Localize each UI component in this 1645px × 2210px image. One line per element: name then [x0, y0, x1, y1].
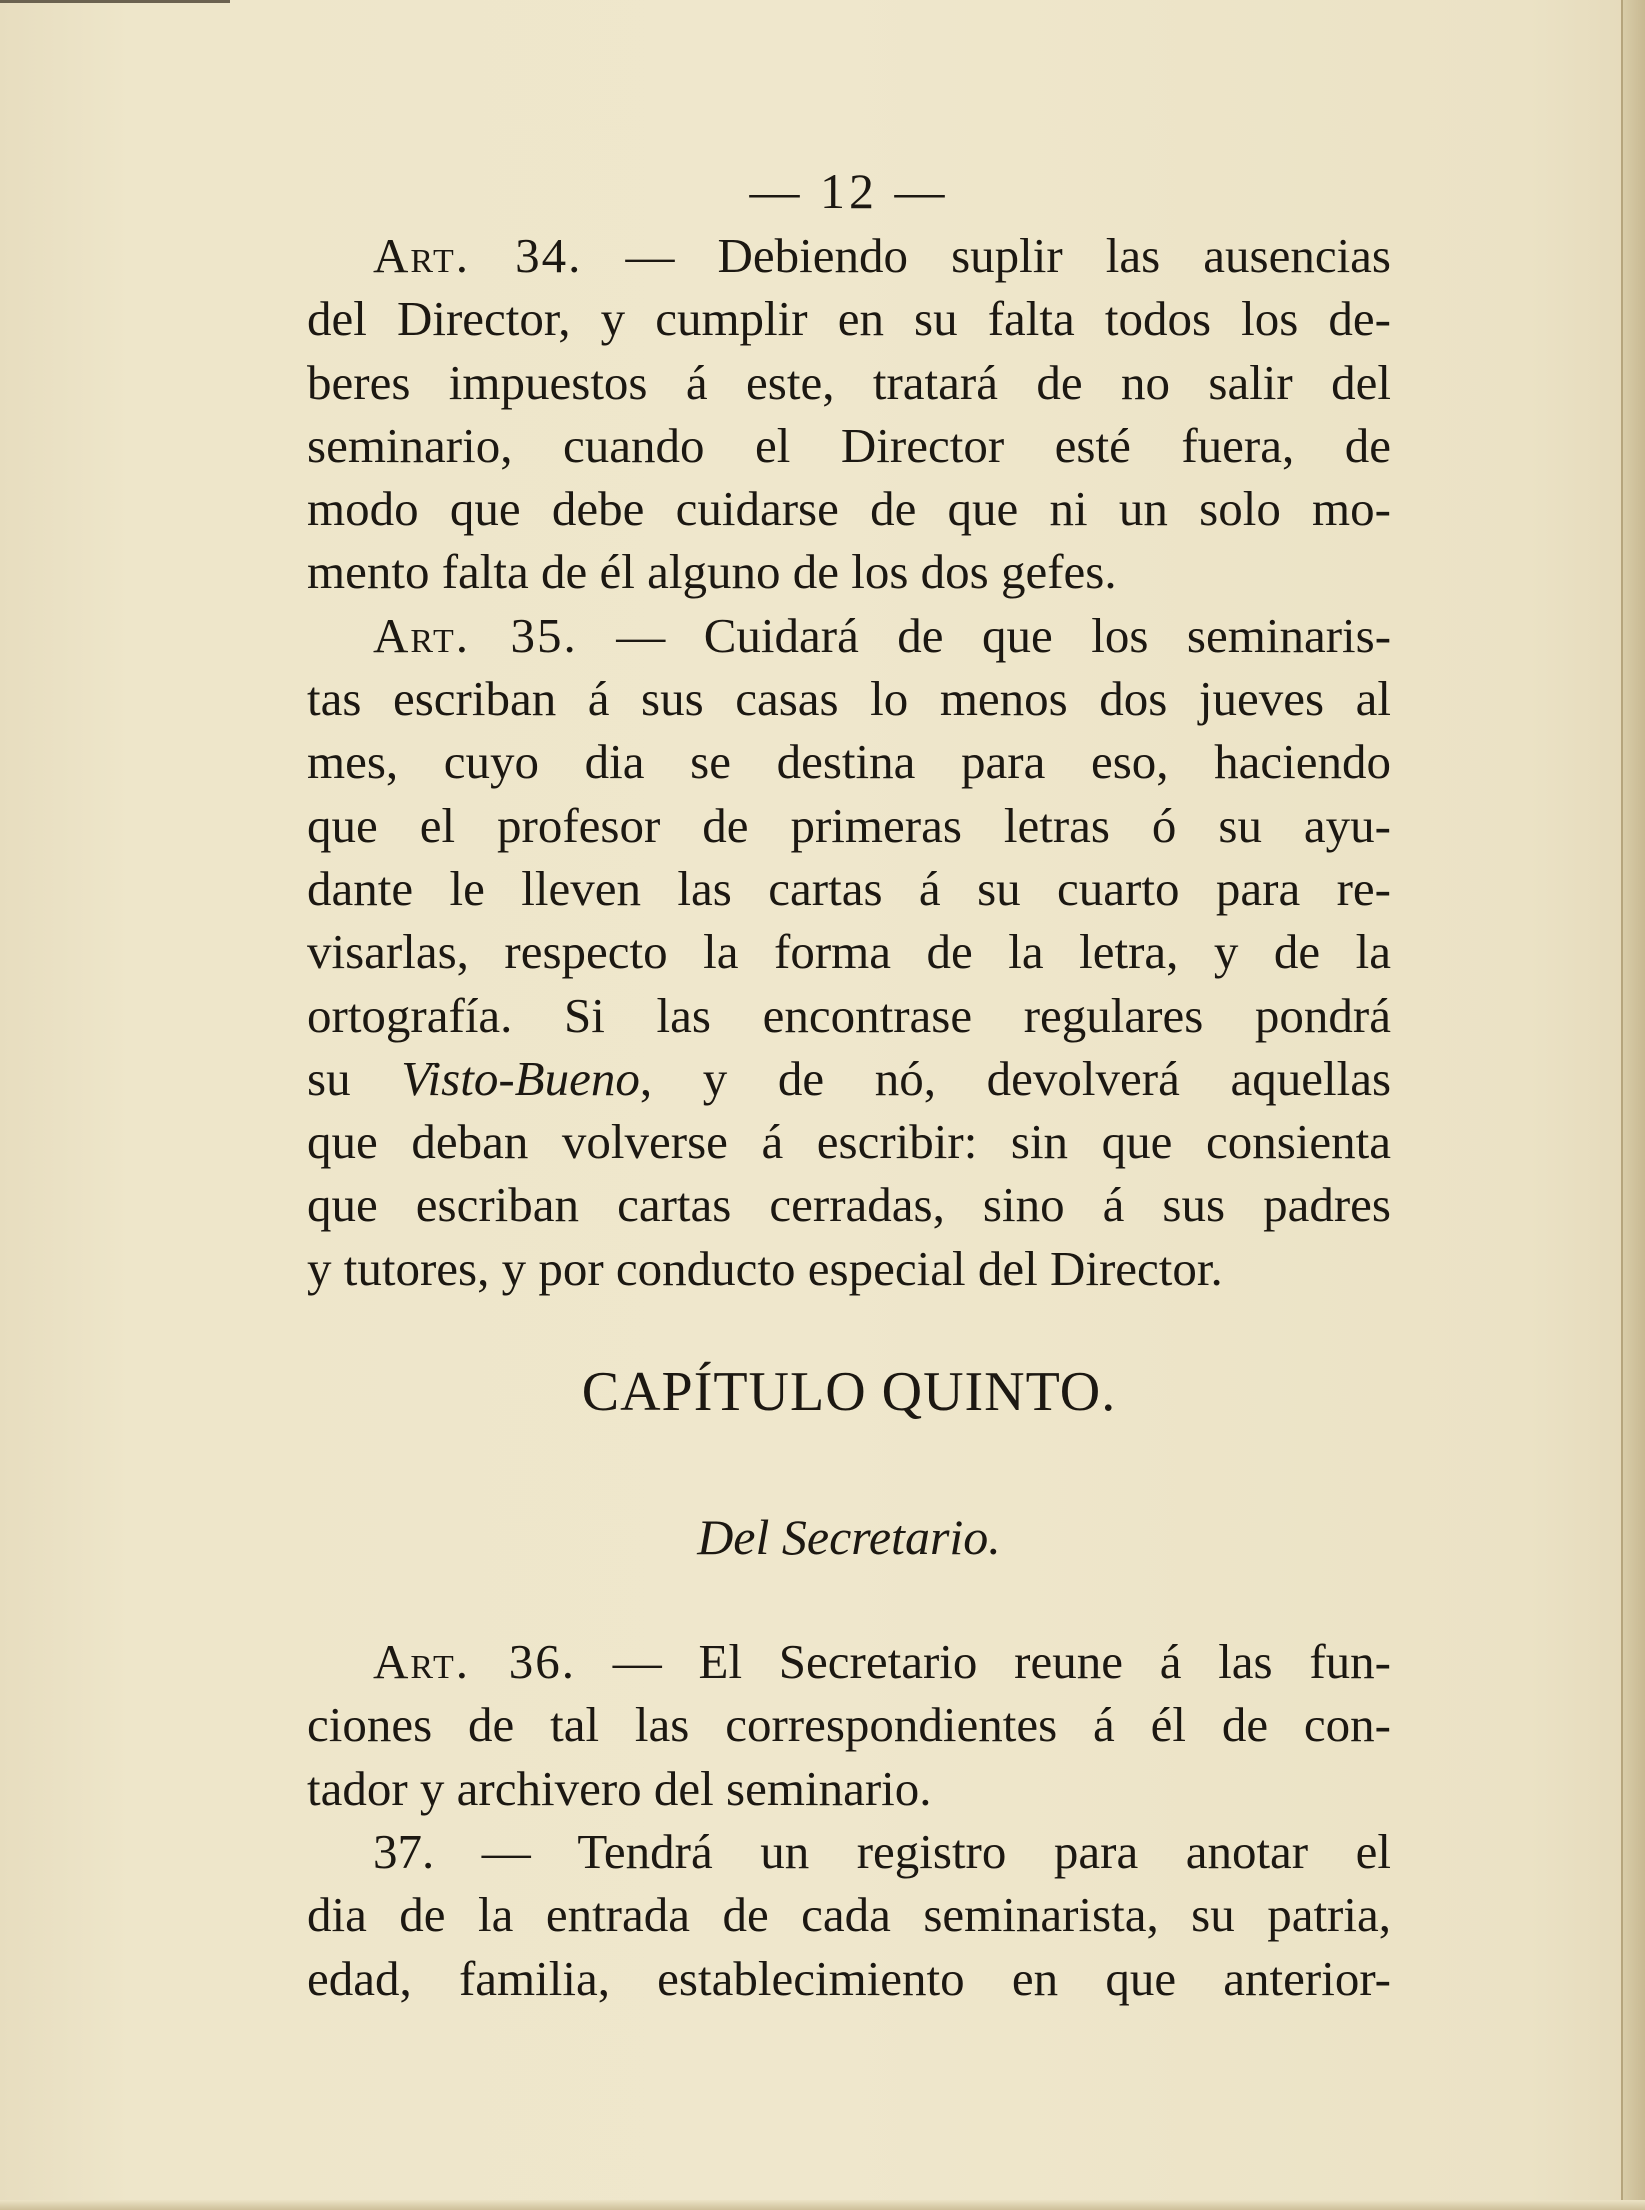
article-36-line-2: ciones de tal las correspondientes á él de con- [307, 1697, 1391, 1753]
article-34-line-4: seminario, cuando el Director esté fuera, de [307, 417, 1391, 473]
article-34-line-3: beres impuestos á este, tratará de no salir del [307, 354, 1391, 410]
article-37 [307, 1820, 1391, 2010]
article-35-line-9: que deban volverse á escribir: sin que consienta [307, 1114, 1391, 1170]
article-37-line-3: edad, familia, establecimiento en que anterior- [307, 1950, 1391, 2006]
section-spacer [307, 1572, 1391, 1630]
chapter-title: CAPÍTULO QUINTO. [581, 1361, 1117, 1424]
article-35-line-1: Art. 35. — Cuidará de que los seminaris- [373, 607, 1392, 663]
article-35-line-5: dante le lleven las cartas á su cuarto para re- [307, 860, 1391, 916]
article-34 [307, 224, 1391, 604]
page-text [307, 160, 1391, 2010]
article-37-line-1: 37. — Tendrá un registro para anotar el [373, 1823, 1391, 1879]
article-37-line-2: dia de la entrada de cada seminarista, su patria, [307, 1887, 1391, 1943]
top-edge-rule [0, 0, 230, 3]
article-36-label: Art. 36. [373, 1634, 577, 1690]
article-35-line-7: ortografía. Si las encontrase regulares pondrá [307, 987, 1391, 1043]
section-title: Del Secretario. [697, 1509, 1001, 1566]
article-36-line-1: Art. 36. — El Secretario reune á las fun- [373, 1634, 1391, 1690]
article-36-line-3: tador y archivero del seminario. [307, 1760, 932, 1816]
article-35-line-11: y tutores, y por conducto especial del Director. [307, 1240, 1223, 1296]
article-35-line-4: que el profesor de primeras letras ó su ayu- [307, 797, 1391, 853]
page-right-edge [1621, 0, 1645, 2210]
article-35 [307, 604, 1391, 1300]
article-34-line-1: Art. 34. — Debiendo suplir las ausencias [373, 228, 1391, 283]
article-35-line-2: tas escriban á sus casas lo menos dos jueves al [307, 671, 1391, 727]
article-35-line-3: mes, cuyo dia se destina para eso, haciendo [307, 734, 1391, 790]
visto-bueno-italic: Visto-Bueno [401, 1050, 640, 1106]
article-34-label: Art. 34. [373, 228, 583, 283]
page-number: — 12 — [749, 163, 949, 219]
article-35-line-6: visarlas, respecto la forma de la letra, y de la [307, 924, 1391, 980]
article-35-line-10: que escriban cartas cerradas, sino á sus padres [307, 1177, 1391, 1233]
article-34-line-5: modo que debe cuidarse de que ni un solo mo- [307, 481, 1391, 537]
article-35-line-8: su Visto-Bueno, y de nó, devolverá aquellas [307, 1050, 1392, 1106]
article-34-line-2: del Director, y cumplir en su falta todos los de- [307, 291, 1391, 347]
article-36 [307, 1630, 1391, 1820]
article-35-label: Art. 35. [373, 607, 578, 663]
article-34-line-6: mento falta de él alguno de los dos gefes. [307, 544, 1117, 600]
page-bottom-edge [0, 2200, 1645, 2210]
